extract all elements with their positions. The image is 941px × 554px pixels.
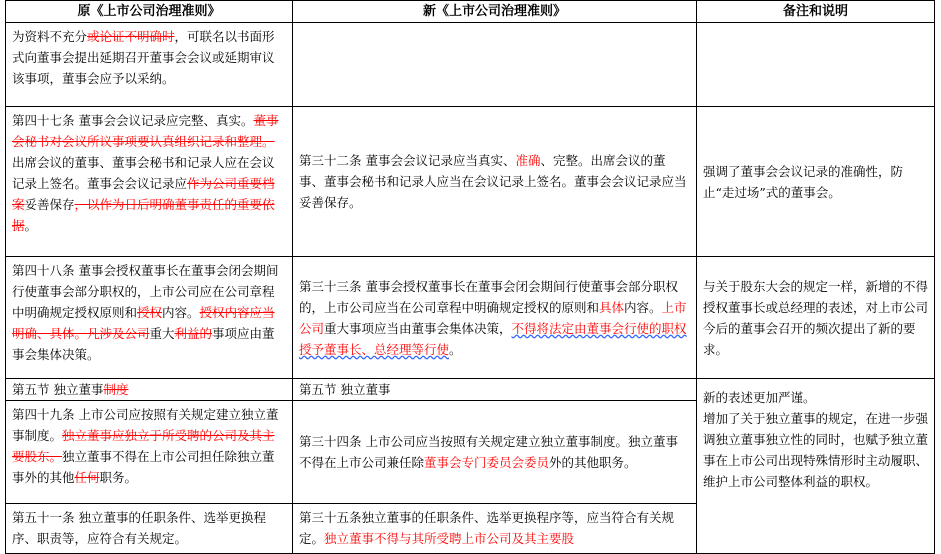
note-cell bbox=[697, 107, 935, 257]
text-segment: 事项应由董事会集体决策。 bbox=[12, 326, 275, 362]
old-cell bbox=[6, 504, 293, 554]
text-segment: 第五节 独立董事 bbox=[299, 382, 391, 397]
text-segment: 第四十七条 董事会会议记录应完整、真实。 bbox=[12, 113, 254, 128]
text-segment: 第四十八条 董事会授权董事长在董事会闭会期间行使董事会部分职权的，上市公司应在公司章程中明确规定授权原则和 bbox=[12, 263, 279, 320]
text-segment: 为资料不充分 bbox=[12, 29, 88, 44]
deleted-text: 制度 bbox=[103, 382, 129, 397]
text-segment: 重大事项应当由董事会集体决策， bbox=[324, 320, 512, 336]
deleted-text: 独立董事应独立于所受聘的公司及其主要股东。 bbox=[12, 428, 275, 464]
note-cell bbox=[697, 23, 935, 107]
text-segment: 、完整。出席会议的董事、董事会秘书和记录人应当在会议记录上签名。董事会会议记录应当妥善保存。 bbox=[299, 153, 687, 210]
old-cell bbox=[6, 107, 293, 257]
note-cell bbox=[697, 379, 935, 554]
text-segment: 职务。 bbox=[99, 470, 138, 485]
text-segment: 妥善保存 bbox=[24, 197, 75, 212]
added-text: 不得将法定由董事会行使的职权授予董事长、总经理等行使 bbox=[299, 320, 687, 357]
text-segment: 外的其他职务。 bbox=[549, 455, 637, 470]
deleted-text: 授权 bbox=[137, 305, 163, 320]
text-segment: 独立董事不得在上市公司担任除独立董事外的其他 bbox=[12, 449, 275, 485]
added-text: 上市公司 bbox=[299, 299, 687, 336]
header-notes: 备注和说明 bbox=[697, 1, 935, 23]
section-row bbox=[6, 379, 935, 401]
comparison-table bbox=[5, 0, 935, 554]
added-text: 具体 bbox=[599, 299, 625, 315]
new-cell bbox=[293, 257, 697, 379]
text-segment: 新的表述更加严谨。 bbox=[703, 390, 816, 405]
new-cell bbox=[293, 107, 697, 257]
old-cell bbox=[6, 23, 293, 107]
text-segment: 第五十一条 独立董事的任职条件、选举更换程序、职责等，应符合有关规定。 bbox=[12, 510, 266, 546]
text-segment: 与关于股东大会的规定一样，新增的不得授权董事长或总经理的表述，对上市公司今后的董事会召开的频次提出了新的要求。 bbox=[703, 278, 929, 357]
old-cell bbox=[6, 401, 293, 504]
added-text: 独立董事不得与其所受聘上市公司及其主要股 bbox=[324, 531, 575, 546]
old-cell bbox=[6, 379, 293, 401]
text-segment: 。 bbox=[24, 218, 38, 233]
added-text: 准确 bbox=[515, 153, 541, 168]
text-segment: 第三十三条 董事会授权董事长在董事会闭会期间行使董事会部分职权的，上市公司应当在公司章程中明确规定授权的原则和 bbox=[299, 278, 678, 315]
text-segment: 强调了董事会会议记录的准确性，防止“走过场”式的董事会。 bbox=[703, 163, 904, 200]
new-cell bbox=[293, 23, 697, 107]
text-segment: ，可联名以书面形式向董事会提出延期召开董事会会议或延期审议该事项，董事会应予以采纳。 bbox=[12, 29, 275, 86]
deleted-text: 作为公司重要档案 bbox=[12, 176, 275, 212]
new-cell bbox=[293, 504, 697, 554]
text-segment: 第四十九条 上市公司应按照有关规定建立独立董事制度。 bbox=[12, 407, 279, 443]
text-segment: 重大 bbox=[149, 326, 175, 341]
text-segment: 内容。 bbox=[162, 305, 200, 320]
table-row bbox=[6, 23, 935, 107]
text-segment: 。 bbox=[449, 341, 462, 357]
deleted-text: 任何 bbox=[74, 470, 100, 485]
deleted-text: ，以作为日后明确董事责任的重要依据 bbox=[12, 197, 275, 233]
deleted-text: 利益的 bbox=[174, 326, 213, 341]
text-segment: 第三十四条 上市公司应当按照有关规定建立独立董事制度。独立董事不得在上市公司兼任除 bbox=[299, 434, 678, 470]
text-segment: 内容。 bbox=[624, 299, 662, 315]
header-old: 原《上市公司治理准则》 bbox=[6, 1, 293, 23]
added-text: 董事会专门委员会委员 bbox=[424, 455, 550, 470]
text-segment: 第五节 独立董事 bbox=[12, 382, 104, 397]
text-segment: 出席会议的董事、董事会秘书和记录人应在会议记录上签名。董事会会议记录应 bbox=[12, 155, 275, 191]
new-cell bbox=[293, 379, 697, 401]
note-cell bbox=[697, 257, 935, 379]
deleted-text: 或论证不明确时 bbox=[87, 29, 175, 44]
text-segment: 第三十二条 董事会会议记录应当真实、 bbox=[299, 153, 516, 168]
old-cell bbox=[6, 257, 293, 379]
deleted-text: 董事会秘书对会议所议事项要认真组织记录和整理。 bbox=[12, 113, 279, 149]
table-row bbox=[6, 107, 935, 257]
new-cell bbox=[293, 401, 697, 504]
header-row bbox=[6, 1, 935, 23]
table-row bbox=[6, 257, 935, 379]
text-segment: 增加了关于独立董事的规定，在进一步强调独立董事独立性的同时，也赋予独立董事在上市公司出现特殊情形时主动履职、维护上市公司整体利益的职权。 bbox=[703, 411, 929, 489]
header-new: 新《上市公司治理准则》 bbox=[293, 1, 697, 23]
text-segment: 第三十五条独立董事的任职条件、选举更换程序等，应当符合有关规定。 bbox=[299, 510, 675, 546]
deleted-text: 授权内容应当明确、具体。凡涉及公司 bbox=[12, 305, 275, 341]
